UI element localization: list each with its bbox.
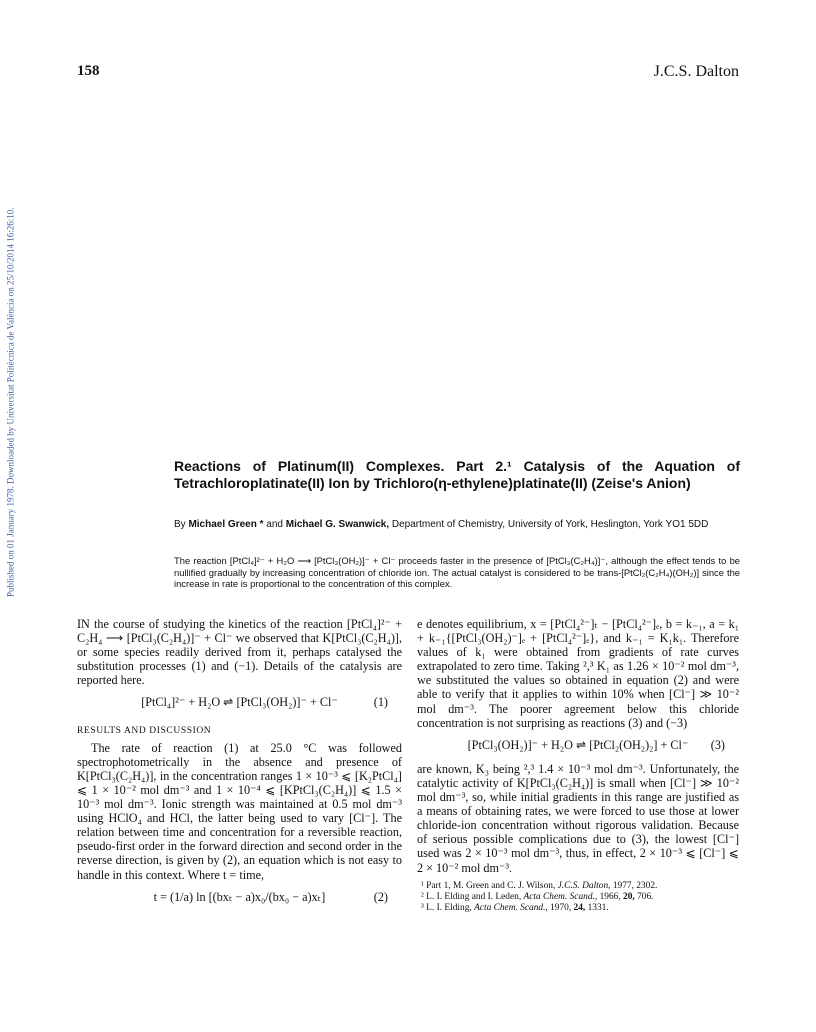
reference-authors: L. I. Elding, bbox=[426, 902, 472, 913]
equation-2 bbox=[77, 890, 402, 904]
reference-item bbox=[417, 881, 739, 892]
references bbox=[417, 881, 739, 914]
reference-authors: L. I. Elding and I. Leden, bbox=[426, 891, 522, 902]
left-column bbox=[77, 617, 402, 914]
equation-3-text: [PtCl₃(OH₂)]⁻ + H₂O ⇌ [PtCl₂(OH₂)₂] + Cl⁻ bbox=[467, 737, 689, 752]
equation-3-number: (3) bbox=[710, 737, 725, 752]
reference-item bbox=[417, 903, 739, 914]
definitions-paragraph: e denotes equilibrium, x = [PtCl₄²⁻]ₜ − [PtCl₄²⁻]ₑ, b = k₋₁, a = k₁ + k₋₁{[PtCl₃(OH₂)⁻]ₑ + [PtCl₄²⁻]ₑ}, and k₋₁ = K₁k₁. Therefore values of k₁ were obtained from gradients of rate curves extrapolated to zero time. Taking ²,³ K₁ as 1.26 × 10⁻² mol dm⁻³, we substituted the values so obtained in equation (2) and were able to verify that it applies to within 10% when [Cl⁻] ≫ 10⁻² mol dm⁻³. The poorer agreement below this chloride concentration is not surprising as reactions (3) and (−3) bbox=[417, 617, 739, 730]
intro-paragraph: IN the course of studying the kinetics of the reaction [PtCl₄]²⁻ + C₂H₄ ⟶ [PtCl₃(C₂H₄)]⁻ + Cl⁻ we observed that K[PtCl₃(C₂H₄)], or some species readily derived from it, perhaps catalysed the substitution processes (1) and (−1). Details of the catalysis are reported here. bbox=[77, 617, 402, 688]
equation-1 bbox=[77, 695, 402, 709]
author-1: Michael Green * bbox=[188, 519, 264, 530]
reference-year: 1970, bbox=[550, 902, 572, 913]
page-number: 158 bbox=[77, 63, 100, 79]
reference-number: ³ bbox=[421, 902, 424, 913]
reference-volume: 20, bbox=[623, 891, 635, 902]
and-label: and bbox=[266, 519, 283, 530]
reference-pages: 2302. bbox=[636, 880, 658, 891]
equation-2-number: (2) bbox=[373, 889, 388, 904]
equation-1-text: [PtCl₄]²⁻ + H₂O ⇌ [PtCl₃(OH₂)]⁻ + Cl⁻ bbox=[141, 695, 338, 710]
section-heading: RESULTS AND DISCUSSION bbox=[77, 725, 212, 736]
reference-journal: J.C.S. Dalton, bbox=[557, 880, 611, 891]
equation-2-text: t = (1/a) ln [(bxₜ − a)x₀/(bx₀ − a)xₜ] bbox=[153, 889, 326, 904]
author-line bbox=[174, 518, 740, 531]
right-column bbox=[417, 617, 739, 914]
reference-number: ² bbox=[421, 891, 424, 902]
reference-journal: Acta Chem. Scand., bbox=[523, 891, 598, 902]
by-label: By bbox=[174, 519, 186, 530]
equation-1-number: (1) bbox=[373, 695, 388, 710]
equation-3 bbox=[417, 738, 739, 752]
results-paragraph: The rate of reaction (1) at 25.0 °C was followed spectrophotometrically in the absence and presence of K[PtCl₃(C₂H₄)], in the concentration ranges 1 × 10⁻³ ⩽ [K₂PtCl₄] ⩽ 1 × 10⁻² mol dm⁻³ and 1 × 10⁻⁴ ⩽ [KPtCl₃(C₂H₄)] ⩽ 1.5 × 10⁻³ mol dm⁻³. Ionic strength was maintained at 0.5 mol dm⁻³ using HClO₄ and HCl, the latter being used to vary [Cl⁻]. The relation between time and concentration for a reversible reaction, pseudo-first order in the forward direction and second order in the reverse direction, is given by (2), an equation which is not easy to handle in this context. Where t = time, bbox=[77, 740, 402, 882]
reference-pages: 1331. bbox=[587, 902, 609, 913]
reference-journal: Acta Chem. Scand., bbox=[474, 902, 548, 913]
reference-pages: 706. bbox=[637, 891, 654, 902]
reference-volume: 24, bbox=[573, 902, 586, 913]
reference-year: 1966, bbox=[599, 891, 621, 902]
reference-item bbox=[417, 892, 739, 903]
abstract: The reaction [PtCl₄]²⁻ + H₂O ⟶ [PtCl₃(OH₂)]⁻ + Cl⁻ proceeds faster in the presence of [PtCl₃(C₂H₄)]⁻, although the effect tends to be nullified gradually by increasing concentration of chloride ion. The actual catalyst is considered to be trans-[PtCl₂(C₂H₄)(OH₂)] since the increase in rate is proportional to the concentration of this complex. bbox=[174, 555, 740, 590]
discussion-paragraph: are known, K₃ being ²,³ 1.4 × 10⁻³ mol dm⁻³. Unfortunately, the catalytic activity of K[PtCl₃(C₂H₄)] is small when [Cl⁻] ≫ 10⁻² mol dm⁻³, so, while initial gradients in this range are justified as a means of obtaining rates, we were forced to use those at lower chloride-ion concentration without rigorous validation. Because of serious possible complications due to (3), the lowest [Cl⁻] used was 2 × 10⁻³ mol dm⁻³, thus, in effect, 2 × 10⁻³ ⩽ [Cl⁻] ⩽ 2 × 10⁻² mol dm⁻³. bbox=[417, 761, 739, 875]
journal-name: J.C.S. Dalton bbox=[653, 63, 739, 80]
download-watermark[interactable]: Published on 01 January 1978. Downloaded by Universitat Politècnica de València on 25/10/2014 16:26:10. bbox=[5, 207, 16, 597]
article-title: Reactions of Platinum(II) Complexes. Part 2.¹ Catalysis of the Aquation of Tetrachloroplatinate(II) Ion by Trichloro(η-ethylene)platinate(II) (Zeise's Anion) bbox=[174, 458, 740, 491]
affiliation: Department of Chemistry, University of York, Heslington, York YO1 5DD bbox=[391, 519, 709, 530]
author-2: Michael G. Swanwick, bbox=[285, 519, 390, 530]
reference-number: ¹ bbox=[421, 880, 424, 891]
reference-authors: Part 1, M. Green and C. J. Wilson, bbox=[426, 880, 556, 891]
reference-year: 1977, bbox=[612, 880, 634, 891]
